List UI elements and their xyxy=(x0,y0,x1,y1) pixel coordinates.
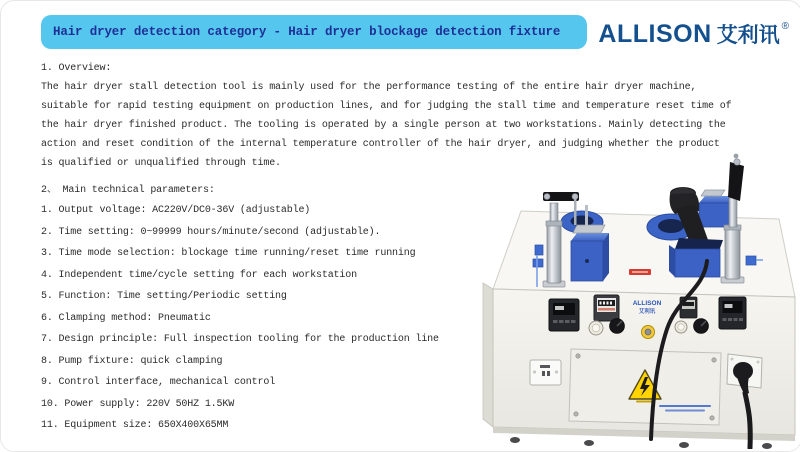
brand-name-en: ALLISON xyxy=(598,20,712,48)
parameter-item: 9. Control interface, mechanical control xyxy=(41,377,276,388)
registered-trademark-icon: ® xyxy=(781,21,789,32)
parameter-item: 10. Power supply: 220V 50HZ 1.5KW xyxy=(41,398,235,410)
parameter-item: 8. Pump fixture: quick clamping xyxy=(41,355,223,367)
overview-line: suitable for rapid testing equipment on production lines, and for judging the stall time and temperature reset time of xyxy=(41,101,732,112)
parameters-heading: 2、 Main technical parameters: xyxy=(41,185,215,196)
parameter-item: 3. Time mode selection: blockage time running/reset time running xyxy=(41,248,416,259)
parameter-item: 7. Design principle: Full inspection tooling for the production line xyxy=(41,334,439,345)
overview-line: is qualified or unqualified through time. xyxy=(41,158,281,169)
parameter-item: 5. Function: Time setting/Periodic setting xyxy=(41,291,287,302)
description-text xyxy=(41,59,796,437)
brand-name-cn: 艾利讯 xyxy=(716,23,780,47)
parameter-item: 6. Clamping method: Pneumatic xyxy=(41,312,211,324)
parameter-item: 1. Output voltage: AC220V/DC0-36V (adjustable) xyxy=(41,205,311,216)
overview-heading: 1. Overview: xyxy=(41,63,112,74)
overview-line: the hair dryer finished product. The tooling is operated by a single person at two workstations. Mainly detecting the xyxy=(41,120,726,131)
page-title xyxy=(41,15,587,49)
brand-logo xyxy=(598,19,789,49)
page-title-text: Hair dryer detection category - Hair dryer blockage detection fixture xyxy=(53,25,561,39)
parameter-item: 4. Independent time/cycle setting for each workstation xyxy=(41,269,357,281)
parameter-item: 2. Time setting: 0~99999 hours/minute/second (adjustable). xyxy=(41,226,381,238)
panel-brand-cn: 艾利讯 xyxy=(638,309,656,315)
overview-line: action and reset condition of the internal temperature controller of the hair dryer, and judging whether the product xyxy=(41,139,720,150)
parameter-item: 11. Equipment size: 650X400X65MM xyxy=(41,420,229,431)
panel-brand-en: ALLISON xyxy=(632,300,662,307)
overview-line: The hair dryer stall detection tool is mainly used for the performance testing of the entire hair dryer machine, xyxy=(41,82,697,93)
